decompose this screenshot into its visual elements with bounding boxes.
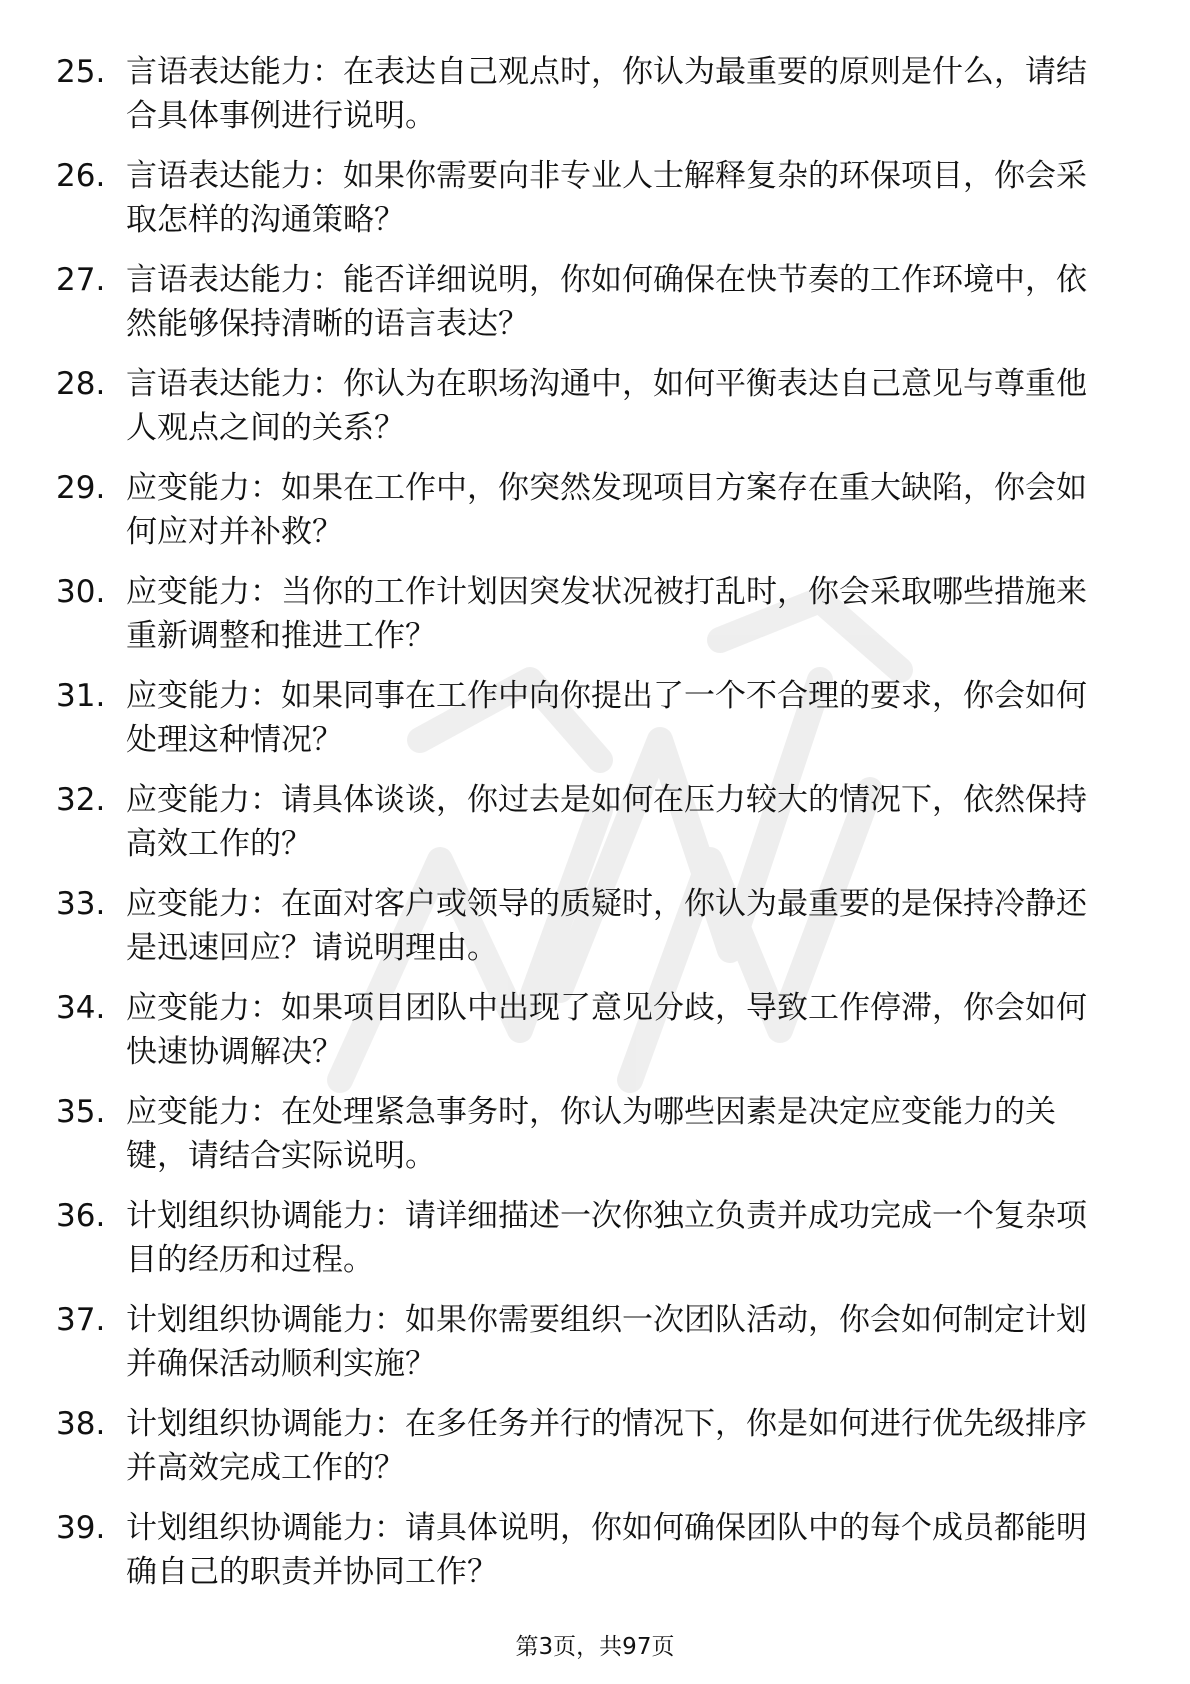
question-text: 应变能力：请具体谈谈，你过去是如何在压力较大的情况下，依然保持高效工作的？ [126, 782, 1087, 862]
question-number: 38. [56, 1406, 106, 1442]
question-text: 应变能力：如果项目团队中出现了意见分歧，导致工作停滞，你会如何快速协调解决？ [126, 990, 1087, 1070]
question-item [56, 778, 1126, 866]
question-item [56, 1090, 1126, 1178]
question-text: 言语表达能力：如果你需要向非专业人士解释复杂的环保项目，你会采取怎样的沟通策略？ [126, 158, 1087, 238]
question-list [56, 50, 1126, 1610]
question-number: 27. [56, 262, 106, 298]
question-number: 26. [56, 158, 106, 194]
question-number: 34. [56, 990, 106, 1026]
question-item [56, 258, 1126, 346]
question-number: 31. [56, 678, 106, 714]
question-item [56, 50, 1126, 138]
question-item [56, 154, 1126, 242]
question-number: 28. [56, 366, 106, 402]
question-text: 应变能力：如果在工作中，你突然发现项目方案存在重大缺陷，你会如何应对并补救？ [126, 470, 1087, 550]
question-text: 计划组织协调能力：如果你需要组织一次团队活动，你会如何制定计划并确保活动顺利实施？ [126, 1302, 1087, 1382]
question-text: 计划组织协调能力：请具体说明，你如何确保团队中的每个成员都能明确自己的职责并协同工作？ [126, 1510, 1087, 1590]
question-number: 30. [56, 574, 106, 610]
page-footer: 第3页，共97页 [515, 1634, 675, 1660]
question-text: 应变能力：在面对客户或领导的质疑时，你认为最重要的是保持冷静还是迅速回应？请说明理由。 [126, 886, 1087, 966]
question-number: 29. [56, 470, 106, 506]
question-item [56, 674, 1126, 762]
question-item [56, 1506, 1126, 1594]
question-number: 35. [56, 1094, 106, 1130]
question-text: 言语表达能力：在表达自己观点时，你认为最重要的原则是什么，请结合具体事例进行说明。 [126, 54, 1087, 134]
question-number: 25. [56, 54, 106, 90]
question-item [56, 466, 1126, 554]
question-number: 39. [56, 1510, 106, 1546]
question-item [56, 1402, 1126, 1490]
question-item [56, 882, 1126, 970]
question-item [56, 570, 1126, 658]
question-text: 应变能力：在处理紧急事务时，你认为哪些因素是决定应变能力的关键，请结合实际说明。 [126, 1094, 1056, 1174]
question-item [56, 986, 1126, 1074]
question-text: 计划组织协调能力：在多任务并行的情况下，你是如何进行优先级排序并高效完成工作的？ [126, 1406, 1087, 1486]
question-number: 36. [56, 1198, 106, 1234]
question-number: 32. [56, 782, 106, 818]
question-number: 37. [56, 1302, 106, 1338]
question-item [56, 1298, 1126, 1386]
question-number: 33. [56, 886, 106, 922]
question-text: 言语表达能力：能否详细说明，你如何确保在快节奏的工作环境中，依然能够保持清晰的语言表达？ [126, 262, 1087, 342]
question-item [56, 362, 1126, 450]
question-text: 言语表达能力：你认为在职场沟通中，如何平衡表达自己意见与尊重他人观点之间的关系？ [126, 366, 1087, 446]
question-text: 应变能力：当你的工作计划因突发状况被打乱时，你会采取哪些措施来重新调整和推进工作？ [126, 574, 1087, 654]
question-text: 应变能力：如果同事在工作中向你提出了一个不合理的要求，你会如何处理这种情况？ [126, 678, 1087, 758]
question-text: 计划组织协调能力：请详细描述一次你独立负责并成功完成一个复杂项目的经历和过程。 [126, 1198, 1087, 1278]
question-item [56, 1194, 1126, 1282]
